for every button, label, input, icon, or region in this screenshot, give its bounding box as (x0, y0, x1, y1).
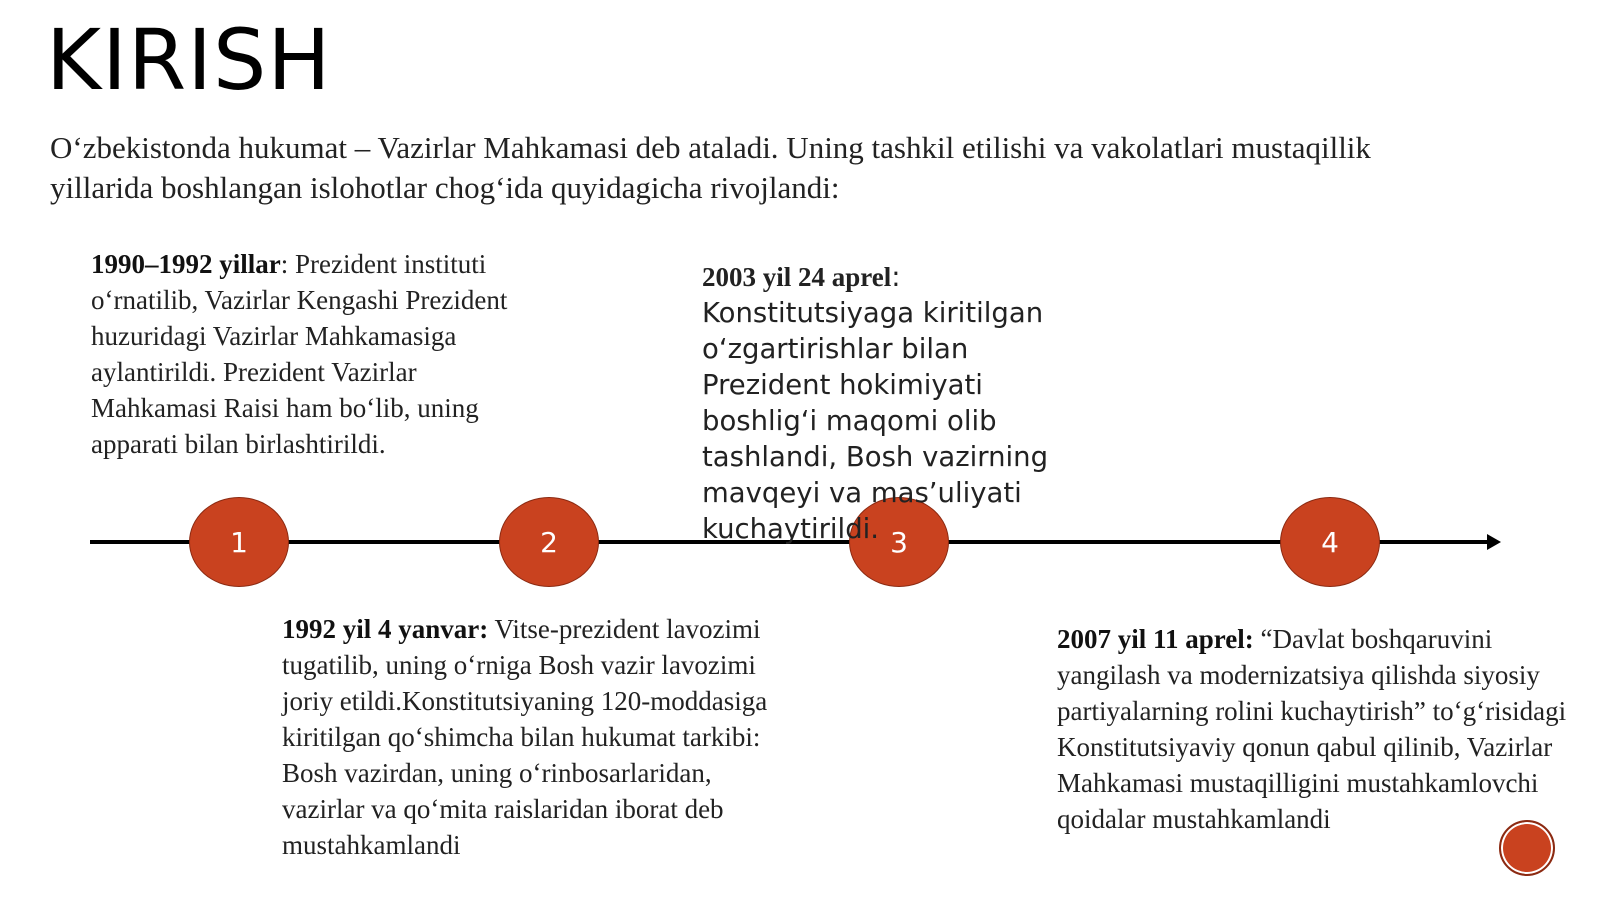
timeline-event-4 (1057, 621, 1592, 837)
event-text: “Davlat boshqaruvini yangilash va modernizatsiya qilishda siyosiy partiyalarning rolini kuchaytirish” to‘g‘risidagi Konstitutsiyaviy qonun qabul qilinib, Vazirlar Mahkamasi mustaqilligini mustahkamlovchi qoidalar mustahkamlandi (1057, 624, 1567, 834)
event-date: 2003 yil 24 aprel (702, 262, 892, 292)
event-date: 2007 yil 11 aprel: (1057, 624, 1254, 654)
timeline-event-1 (91, 246, 536, 462)
timeline-node-2[interactable]: 2 (499, 497, 599, 587)
timeline-event-2 (282, 611, 782, 863)
timeline-node-3[interactable]: 3 (849, 497, 949, 587)
event-separator: : (891, 261, 901, 293)
event-date: 1990–1992 yillar (91, 249, 281, 279)
event-text: Prezident instituti o‘rnatilib, Vazirlar Kengashi Prezident huzuridagi Vazirlar Mahkamasiga aylantirildi. Prezident Vazirlar Mahkamasi Raisi ham bo‘lib, uning apparati bilan birlashtirildi. (91, 249, 508, 459)
timeline-node-1[interactable]: 1 (189, 497, 289, 587)
event-text: Konstitutsiyaga kiritilgan o‘zgartirishlar bilan Prezident hokimiyati boshlig‘i maqomi olib tashlandi, Bosh vazirning mavqeyi va mas’uliyati kuchaytirildi. (702, 297, 1049, 545)
event-text: Vitse-prezident lavozimi tugatilib, uning o‘rniga Bosh vazir lavozimi joriy etildi.Konstitutsiyaning 120-moddasiga kiritilgan qo‘shimcha bilan hukumat tarkibi: Bosh vazirdan, uning o‘rinbosarlaridan, vazirlar va qo‘mita raislaridan iborat deb mustahkamlandi (282, 614, 768, 860)
timeline-event-3 (702, 259, 1074, 547)
event-date: 1992 yil 4 yanvar: (282, 614, 489, 644)
timeline-node-4[interactable]: 4 (1280, 497, 1380, 587)
slide-intro: O‘zbekistonda hukumat – Vazirlar Mahkamasi deb ataladi. Uning tashkil etilishi va vakolatlari mustaqillik yillarida boshlangan islohotlar chog‘ida quyidagicha rivojlandi: (50, 130, 1371, 205)
slide-title: KIRISH (46, 11, 332, 109)
event-separator (1254, 624, 1261, 654)
slide-corner-dot-icon (1499, 820, 1555, 876)
timeline-arrow-icon (1487, 534, 1501, 550)
event-separator: : (280, 249, 296, 279)
